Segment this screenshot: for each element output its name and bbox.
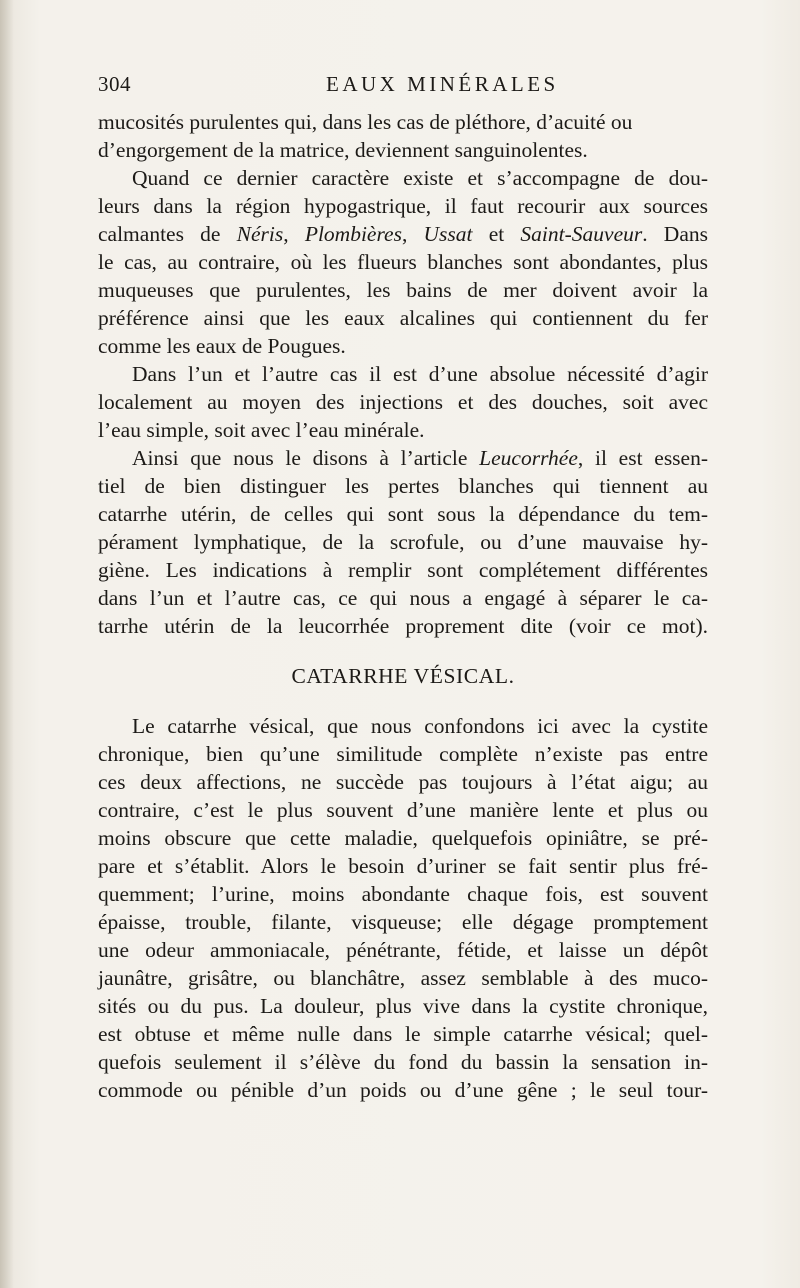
text-line: une odeur ammoniacale, pénétrante, fétide, et laisse un dépôt — [98, 938, 708, 962]
page-binding-shadow — [0, 0, 14, 1288]
text-line: Ainsi que nous le disons à l’article Leucorrhée, il est essen- — [132, 446, 709, 470]
text-line: Dans l’un et l’autre cas il est d’une absolue nécessité d’agir — [132, 362, 708, 386]
text-line: moins obscure que cette maladie, quelquefois opiniâtre, se pré- — [98, 826, 708, 850]
text-line: jaunâtre, grisâtre, ou blanchâtre, assez semblable à des muco- — [98, 966, 708, 990]
place-name: Saint-Sauveur — [520, 222, 643, 246]
page-header — [98, 72, 708, 102]
text-line: muqueuses que purulentes, les bains de mer doivent avoir la — [98, 278, 708, 302]
text-line: calmantes de Néris, Plombières, Ussat et Saint-Sauveur. Dans — [98, 222, 708, 246]
section-title: CATARRHE VÉSICAL. — [291, 664, 515, 688]
place-name: Néris — [236, 222, 284, 246]
text-line: préférence ainsi que les eaux alcalines qui contiennent du fer — [98, 306, 708, 330]
place-name: Plombières — [304, 222, 402, 246]
page-number: 304 — [98, 72, 131, 96]
text-line: giène. Les indications à remplir sont complétement différentes — [98, 558, 708, 582]
running-head: EAUX MINÉRALES — [326, 72, 559, 96]
text-line: sités ou du pus. La douleur, plus vive dans la cystite chronique, — [98, 994, 708, 1018]
article-reference: Leucorrhée — [479, 446, 578, 470]
text-line: Le catarrhe vésical, que nous confondons ici avec la cystite — [132, 714, 708, 738]
text-line: catarrhe utérin, de celles qui sont sous la dépendance du tem- — [98, 502, 708, 526]
text-line: pérament lymphatique, de la scrofule, ou d’une mauvaise hy- — [98, 530, 708, 554]
text-line: tiel de bien distinguer les pertes blanches qui tiennent au — [98, 474, 708, 498]
text-line: pare et s’établit. Alors le besoin d’uriner se fait sentir plus fré- — [98, 854, 708, 878]
text-line: le cas, au contraire, où les flueurs blanches sont abondantes, plus — [98, 250, 708, 274]
text-line: localement au moyen des injections et des douches, soit avec — [98, 390, 708, 414]
text-line: l’eau simple, soit avec l’eau minérale. — [98, 418, 425, 442]
text-line: comme les eaux de Pougues. — [98, 334, 346, 358]
text-line: quefois seulement il s’élève du fond du bassin la sensation in- — [98, 1050, 708, 1074]
body-text — [98, 108, 708, 1104]
text-line: commode ou pénible d’un poids ou d’une gêne ; le seul tour- — [98, 1078, 708, 1102]
text-line: quemment; l’urine, moins abondante chaque fois, est souvent — [98, 882, 708, 906]
text-line: ces deux affections, ne succède pas toujours à l’état aigu; au — [98, 770, 708, 794]
text-line: contraire, c’est le plus souvent d’une manière lente et plus ou — [98, 798, 708, 822]
text-line: dans l’un et l’autre cas, ce qui nous a engagé à séparer le ca- — [98, 586, 708, 610]
text-line: est obtuse et même nulle dans le simple catarrhe vésical; quel- — [98, 1022, 708, 1046]
text-line: épaisse, trouble, filante, visqueuse; elle dégage promptement — [98, 910, 708, 934]
place-name: Ussat — [423, 222, 473, 246]
text-line: chronique, bien qu’une similitude complète n’existe pas entre — [98, 742, 708, 766]
text-line: mucosités purulentes qui, dans les cas de pléthore, d’acuité ou — [98, 110, 633, 134]
text-line: leurs dans la région hypogastrique, il faut recourir aux sources — [98, 194, 708, 218]
text-line: d’engorgement de la matrice, deviennent sanguinolentes. — [98, 138, 588, 162]
section-gap — [98, 702, 708, 712]
text-line: Quand ce dernier caractère existe et s’accompagne de dou- — [132, 166, 708, 190]
text-line: tarrhe utérin de la leucorrhée proprement dite (voir ce mot). — [98, 614, 708, 638]
